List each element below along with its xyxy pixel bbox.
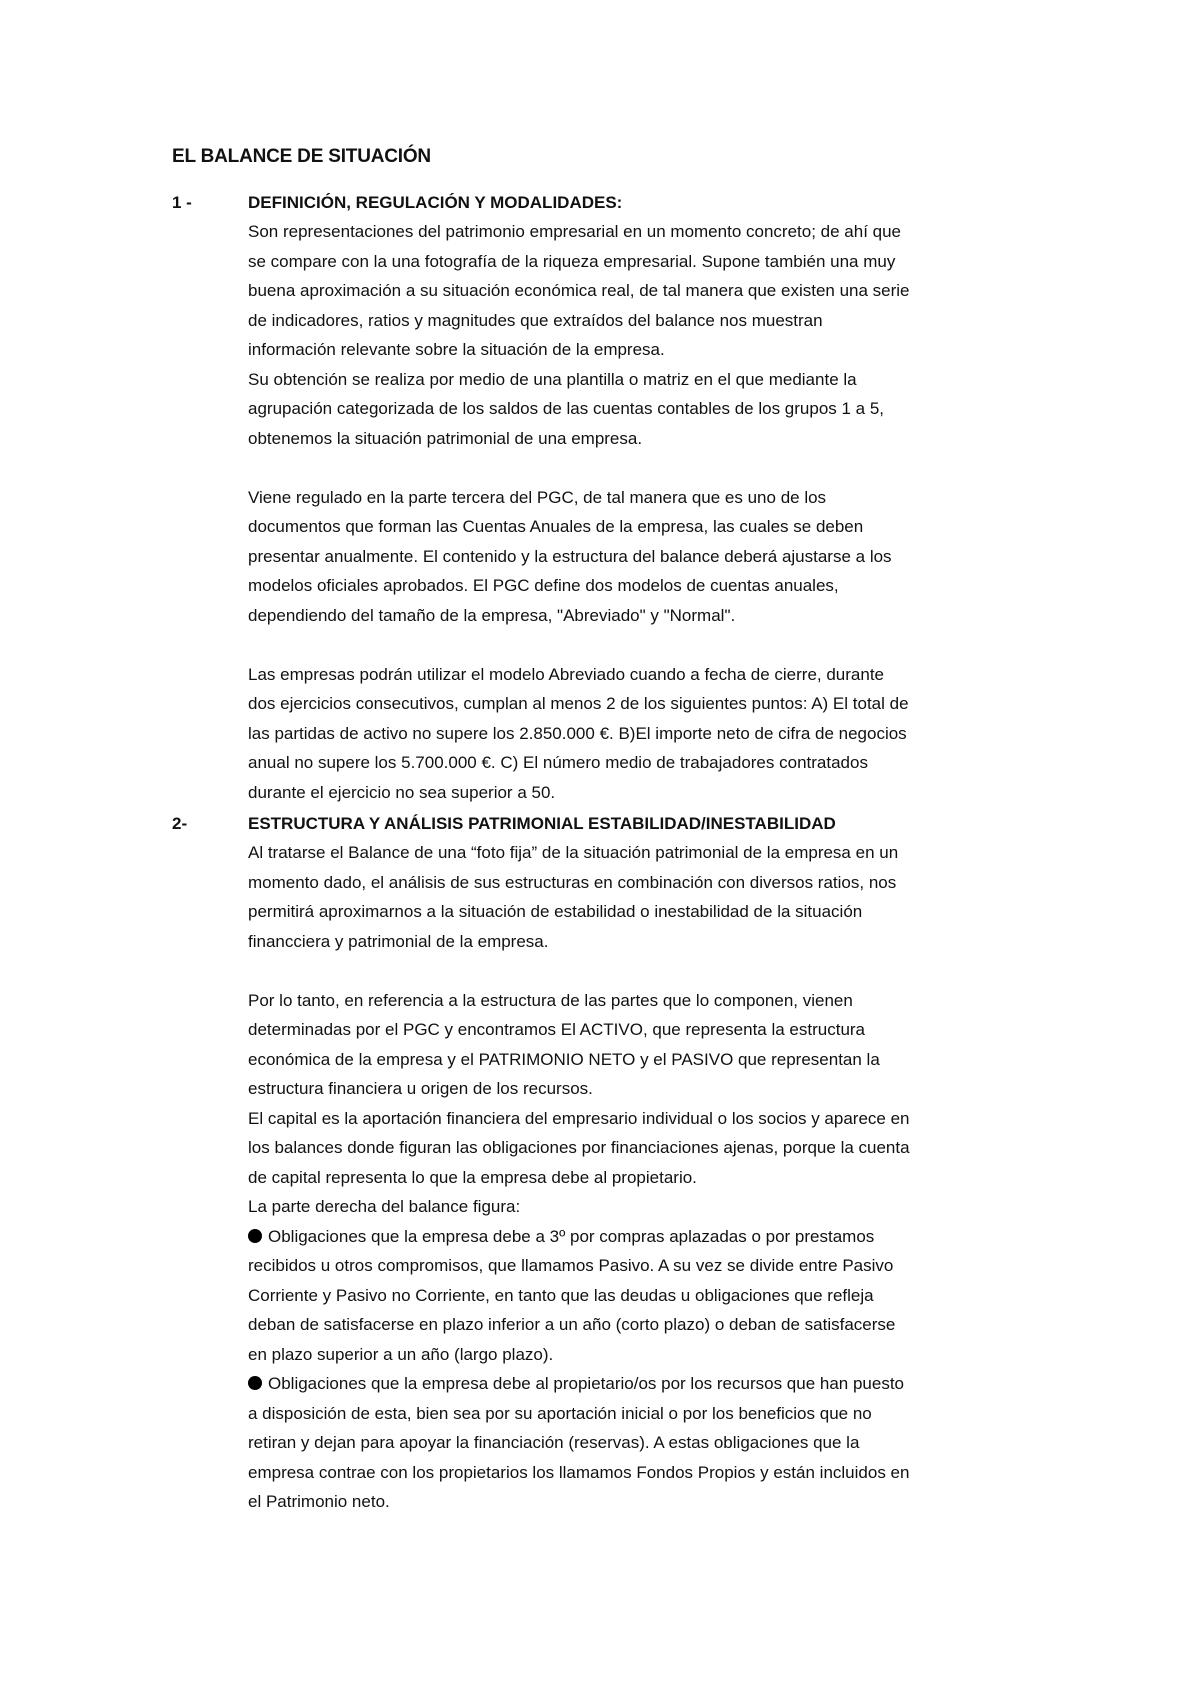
bullet-text: Obligaciones que la empresa debe al propietario/os por los recursos que han puesto xyxy=(268,1374,905,1393)
paragraph-line: Al tratarse el Balance de una “foto fija” de la situación patrimonial de la empresa en un xyxy=(248,843,899,862)
paragraph-line: Viene regulado en la parte tercera del PGC, de tal manera que es uno de los xyxy=(248,487,827,507)
document-title: EL BALANCE DE SITUACIÓN xyxy=(172,146,431,167)
paragraph-line: los balances donde figuran las obligaciones por financiaciones ajenas, porque la cuenta xyxy=(248,1138,910,1157)
bullet-line: a disposición de esta, bien sea por su aportación inicial o por los beneficios que no xyxy=(248,1403,872,1423)
paragraph-line: las partidas de activo no supere los 2.850.000 €. B)El importe neto de cifra de negocios xyxy=(248,723,907,743)
paragraph-line: durante el ejercicio no sea superior a 50. xyxy=(248,782,556,802)
paragraph-line: determinadas por el PGC y encontramos El ACTIVO, que representa la estructura xyxy=(248,1020,866,1039)
paragraph-line: buena aproximación a su situación económica real, de tal manera que existen una serie xyxy=(248,281,910,300)
blank-line xyxy=(248,453,1068,483)
paragraph-line: dos ejercicios consecutivos, cumplan al menos 2 de los siguientes puntos: A) El total de xyxy=(248,694,909,713)
bullet-item xyxy=(248,1369,1068,1517)
paragraph-line: económica de la empresa y el PATRIMONIO NETO y el PASIVO que representan la xyxy=(248,1049,880,1069)
paragraph-line: dependiendo del tamaño de la empresa, "Abreviado" y "Normal". xyxy=(248,605,736,625)
section-number: 1 - xyxy=(172,193,192,212)
bullet-text: Obligaciones que la empresa debe a 3º por compras aplazadas o por prestamos xyxy=(268,1226,875,1246)
bullet-line: recibidos u otros compromisos, que llamamos Pasivo. A su vez se divide entre Pasivo xyxy=(248,1256,894,1275)
section-estructura xyxy=(172,809,1072,1517)
paragraph-line: modelos oficiales aprobados. El PGC define dos modelos de cuentas anuales, xyxy=(248,576,839,595)
paragraph-line: permitirá aproximarnos a la situación de estabilidad o inestabilidad de la situación xyxy=(248,902,863,921)
section-heading-row xyxy=(172,809,1072,838)
bullet-dot-icon xyxy=(248,1229,262,1243)
paragraph-line: El capital es la aportación financiera del empresario individual o los socios y aparece en xyxy=(248,1108,910,1128)
section-heading: DEFINICIÓN, REGULACIÓN Y MODALIDADES: xyxy=(248,193,623,212)
paragraph-line: de indicadores, ratios y magnitudes que extraídos del balance nos muestran xyxy=(248,310,823,330)
bullet-line: el Patrimonio neto. xyxy=(248,1492,390,1511)
paragraph-line: información relevante sobre la situación de la empresa. xyxy=(248,340,665,359)
section-definicion xyxy=(172,188,1072,807)
section-heading: ESTRUCTURA Y ANÁLISIS PATRIMONIAL ESTABILIDAD/INESTABILIDAD xyxy=(248,814,836,833)
section-body xyxy=(248,838,1068,1517)
paragraph-line: de capital representa lo que la empresa debe al propietario. xyxy=(248,1167,697,1187)
bullet-line: Corriente y Pasivo no Corriente, en tanto que las deudas u obligaciones que refleja xyxy=(248,1285,874,1305)
blank-line xyxy=(248,630,1068,660)
bullet-item xyxy=(248,1222,1068,1370)
bullet-line: en plazo superior a un año (largo plazo). xyxy=(248,1344,554,1364)
bullet-line: deban de satisfacerse en plazo inferior a un año (corto plazo) o deban de satisfacerse xyxy=(248,1315,896,1334)
blank-line xyxy=(248,956,1068,986)
paragraph-line: se compare con la una fotografía de la riqueza empresarial. Supone también una muy xyxy=(248,251,896,271)
paragraph-line: La parte derecha del balance figura: xyxy=(248,1197,521,1216)
paragraph-line: Las empresas podrán utilizar el modelo Abreviado cuando a fecha de cierre, durante xyxy=(248,664,884,684)
section-heading-row xyxy=(172,188,1072,217)
paragraph-line: obtenemos la situación patrimonial de una empresa. xyxy=(248,428,643,448)
bullet-dot-icon xyxy=(248,1376,262,1390)
paragraph-line: agrupación categorizada de los saldos de las cuentas contables de los grupos 1 a 5, xyxy=(248,399,885,418)
section-body xyxy=(248,217,1068,807)
paragraph-line: estructura financiera u origen de los recursos. xyxy=(248,1079,593,1098)
paragraph-line: presentar anualmente. El contenido y la estructura del balance deberá ajustarse a los xyxy=(248,546,892,566)
bullet-line: retiran y dejan para apoyar la financiación (reservas). A estas obligaciones que la xyxy=(248,1433,860,1452)
section-number: 2- xyxy=(172,814,188,833)
paragraph-line: financciera y patrimonial de la empresa. xyxy=(248,931,549,951)
bullet-line: empresa contrae con los propietarios los llamamos Fondos Propios y están incluidos en xyxy=(248,1462,910,1482)
paragraph-line: documentos que forman las Cuentas Anuales de la empresa, las cuales se deben xyxy=(248,517,864,536)
paragraph-line: Su obtención se realiza por medio de una plantilla o matriz en el que mediante la xyxy=(248,369,857,389)
paragraph-line: Son representaciones del patrimonio empresarial en un momento concreto; de ahí que xyxy=(248,222,901,241)
bullet-first-line xyxy=(248,1222,1068,1252)
paragraph-line: Por lo tanto, en referencia a la estructura de las partes que lo componen, vienen xyxy=(248,990,853,1010)
bullet-first-line xyxy=(248,1369,1068,1399)
paragraph-line: anual no supere los 5.700.000 €. C) El número medio de trabajadores contratados xyxy=(248,753,868,772)
paragraph-line: momento dado, el análisis de sus estructuras en combinación con diversos ratios, nos xyxy=(248,872,897,892)
